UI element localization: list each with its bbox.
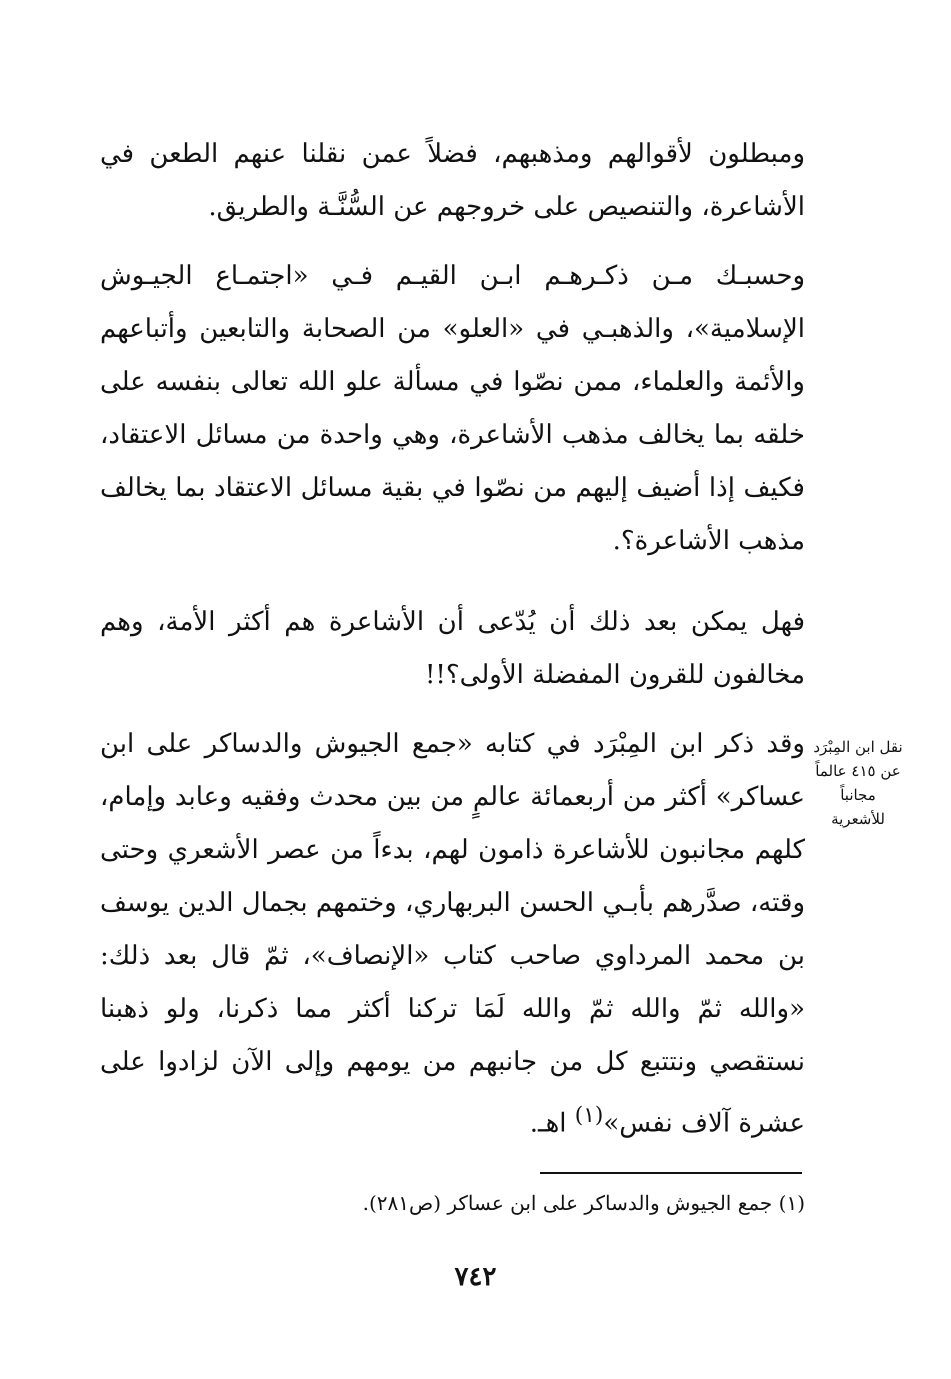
page-number: ٧٤٢ (454, 1262, 497, 1292)
footnote-divider (540, 1172, 802, 1174)
paragraph-2: وحسبـك مـن ذكـرهـم ابـن القيـم فـي «اجتمـاع الجيـوش الإسلامية»، والذهبـي في «العلو» من الصحابة والتابعين وأتباعهم والأئمة والعلماء، ممن نصّوا في مسألة علو الله تعالى بنفسه على خلقه بما يخالف مذهب الأشاعرة، وهي واحدة من مسائل الاعتقاد، فكيف إذا أضيف إليهم من نصّوا في بقية مسائل الاعتقاد بما يخالف مذهب الأشاعرة؟. (100, 261, 805, 556)
paragraph-3: فهل يمكن بعد ذلك أن يُدّعى أن الأشاعرة هم أكثر الأمة، وهم مخالفون للقرون المفضلة الأولى؟!! (100, 607, 805, 690)
paragraph-4-text: وقد ذكر ابن المِبْرَد في كتابه «جمع الجيوش والدساكر على ابن عساكر» أكثر من أربعمائة عالمٍ من بين محدث وفقيه وعابد وإمام، كلهم مجانبون للأشاعرة ذامون لهم، بدءاً من عصر الأشعري وحتى وقته، صدَّرهم بأبـي الحسن البربهاري، وختمهم بجمال الدين يوسف بن محمد المرداوي صاحب كتاب «الإنصاف»، ثمّ قال بعد ذلك: «والله ثمّ والله ثمّ والله لَمَا تركنا أكثر مما ذكرنا، ولو ذهبنا نستقصي ونتتبع كل من جانبهم من يومهم وإلى الآن لزادوا على عشرة آلاف نفس» (100, 729, 805, 1139)
footnote: (١) جمع الجيوش والدساكر على ابن عساكر (ص٢٨١). (362, 1191, 805, 1215)
footnote-reference: (١) (574, 1103, 604, 1128)
margin-note: نقل ابن المِبْرَد عن ٤١٥ عالماً مجانباً للأشعرية (813, 738, 903, 828)
paragraph-1: ومبطلون لأقوالهم ومذهبهم، فضلاً عمن نقلنا عنهم الطعن في الأشاعرة، والتنصيص على خروجهم عن السُّنَّـة والطريق. (100, 139, 805, 222)
paragraph-4-end: اهـ. (529, 1108, 575, 1139)
paragraph-4 (100, 718, 805, 1151)
